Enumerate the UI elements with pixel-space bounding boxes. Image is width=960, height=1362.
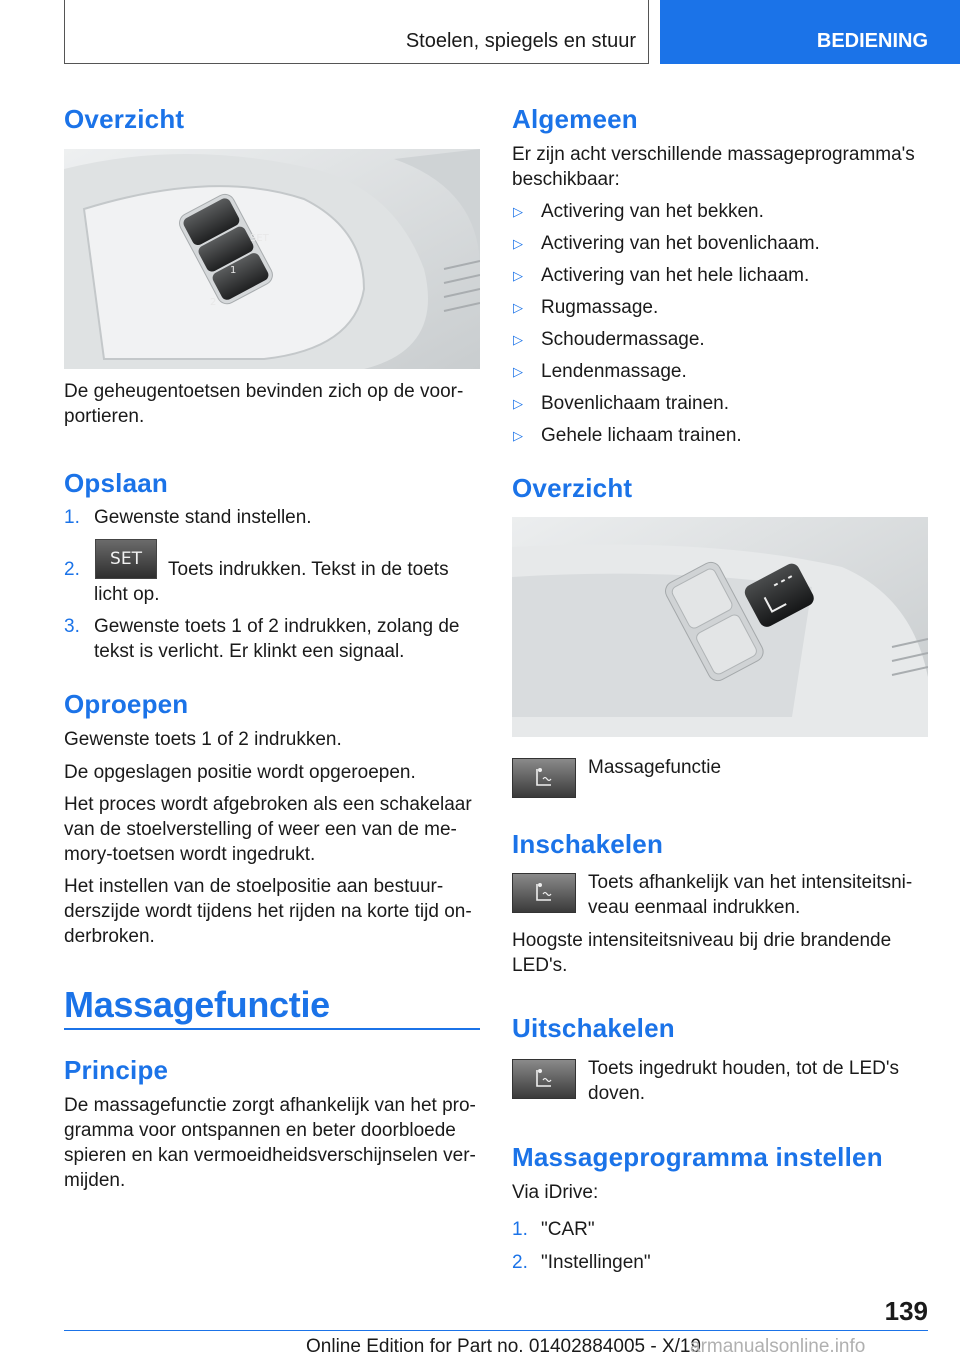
set-button-icon-label: SET [110,549,142,569]
opslaan-step-1-number: 1. [64,507,80,528]
chapter-heading-rule [64,1028,480,1030]
algemeen-text-line-2: beschikbaar: [512,169,620,190]
page-number: 139 [884,1296,928,1326]
opslaan-step-3-text-line-1: Gewenste toets 1 of 2 indrukken, zolang de [94,616,460,637]
memory-buttons-photo [64,149,480,369]
oproepen-heading: Oproepen [64,689,189,719]
massage-function-icon [512,1059,576,1099]
bullet-marker-icon: ▷ [513,332,523,347]
programma-step-1-text: "CAR" [541,1219,595,1240]
oproepen-para-2: De opgeslagen positie wordt opgeroepen. [64,762,416,783]
edition-info: Online Edition for Part no. 01402884005 - X/19 [306,1336,702,1357]
bullet-marker-icon: ▷ [513,268,523,283]
massageprogramma-heading: Massageprogramma instellen [512,1142,883,1172]
opslaan-step-2-number: 2. [64,559,80,580]
programma-text: Via iDrive: [512,1182,599,1203]
inschakelen-icon-text-line-2: veau eenmaal indrukken. [588,897,801,918]
program-item-4: Rugmassage. [541,297,659,318]
photo-2-label: 2 [210,297,217,308]
algemeen-text-line-1: Er zijn acht verschillende massageprogramma's [512,144,915,165]
chapter-title: BEDIENING [816,30,928,52]
program-item-6: Lendenmassage. [541,361,687,382]
principe-text-line-3: spieren en kan vermoeidheidsverschijnselen ver- [64,1145,476,1166]
opslaan-step-2-text-line-1: Toets indrukken. Tekst in de toets [168,559,449,580]
section-title: Stoelen, spiegels en stuur [405,30,636,52]
inschakelen-text-line-1: Hoogste intensiteitsniveau bij drie brandende [512,930,892,951]
bullet-marker-icon: ▷ [513,396,523,411]
photo-1-label: 1 [230,265,237,276]
principe-heading: Principe [64,1055,169,1085]
program-item-1: Activering van het bekken. [541,201,764,222]
massage-icon-caption: Massagefunctie [588,757,722,778]
oproepen-para-4-line-3: derbroken. [64,926,155,947]
program-item-7: Bovenlichaam trainen. [541,393,729,414]
programma-step-1-number: 1. [512,1219,528,1240]
massage-function-icon [512,758,576,798]
principe-text-line-2: gramma voor ontspannen en beter doorbloede [64,1120,456,1141]
uitschakelen-icon-text-line-2: doven. [588,1083,646,1104]
uitschakelen-icon-text-line-1: Toets ingedrukt houden, tot de LED's [588,1058,899,1079]
program-item-2: Activering van het bovenlichaam. [541,233,820,254]
program-item-8: Gehele lichaam trainen. [541,425,742,446]
overzicht-heading-left: Overzicht [64,104,185,134]
header-section-box [64,0,649,64]
inschakelen-heading: Inschakelen [512,829,664,859]
oproepen-para-4-line-2: derszijde wordt tijdens het rijden na korte tijd on- [64,901,472,922]
opslaan-step-3-text-line-2: tekst is verlicht. Er klinkt een signaal. [94,641,405,662]
oproepen-para-1: Gewenste toets 1 of 2 indrukken. [64,729,342,750]
oproepen-para-3-line-3: mory-toetsen wordt ingedrukt. [64,844,316,865]
massagefunctie-chapter-heading: Massagefunctie [64,984,330,1025]
footer-rule [64,1330,928,1331]
oproepen-para-3-line-2: van de stoelverstelling of weer een van de me- [64,819,457,840]
photo-set-label: SET [250,233,269,244]
oproepen-para-3-line-1: Het proces wordt afgebroken als een schakelaar [64,794,472,815]
opslaan-heading: Opslaan [64,468,168,498]
program-item-3: Activering van het hele lichaam. [541,265,810,286]
overzicht-text-line-2: portieren. [64,406,145,427]
principe-text-line-1: De massagefunctie zorgt afhankelijk van het pro- [64,1095,476,1116]
bullet-marker-icon: ▷ [513,204,523,219]
bullet-marker-icon: ▷ [513,236,523,251]
overzicht-heading-right: Overzicht [512,473,633,503]
programma-step-2-number: 2. [512,1252,528,1273]
header-chapter-box [660,0,960,64]
opslaan-step-3-number: 3. [64,616,80,637]
principe-text-line-4: mijden. [64,1170,126,1191]
overzicht-text-line-1: De geheugentoetsen bevinden zich op de voor- [64,381,464,402]
massage-function-icon [512,873,576,913]
uitschakelen-heading: Uitschakelen [512,1013,675,1043]
massage-button-photo [512,517,928,737]
inschakelen-icon-text-line-1: Toets afhankelijk van het intensiteitsni- [588,872,913,893]
inschakelen-text-line-2: LED's. [512,955,568,976]
bullet-marker-icon: ▷ [513,364,523,379]
program-item-5: Schoudermassage. [541,329,705,350]
set-button-icon [95,539,157,579]
oproepen-para-4-line-1: Het instellen van de stoelpositie aan bestuur- [64,876,444,897]
algemeen-heading: Algemeen [512,104,638,134]
bullet-marker-icon: ▷ [513,428,523,443]
bullet-marker-icon: ▷ [513,300,523,315]
programma-step-2-text: "Instellingen" [541,1252,651,1273]
opslaan-step-1-text: Gewenste stand instellen. [94,507,312,528]
opslaan-step-2-text-line-2: licht op. [94,584,160,605]
watermark: armanualsonline.info [690,1336,866,1357]
